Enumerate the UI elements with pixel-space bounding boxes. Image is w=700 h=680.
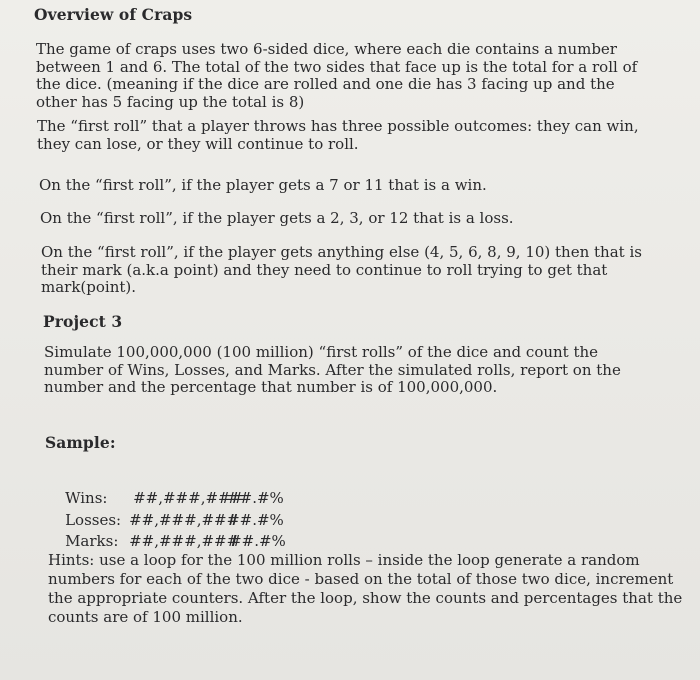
sample-heading: Sample:	[45, 433, 116, 452]
losses-percent: ##.#%	[227, 511, 284, 529]
project-description: Simulate 100,000,000 (100 million) “first rolls” of the dice and count the number of Wins, Losses, and Marks. After the simulated rolls, report on the number and the percentage that number is of 100,000,000.	[44, 343, 621, 396]
wins-percent: ##.#%	[227, 489, 284, 507]
hints-paragraph: Hints: use a loop for the 100 million rolls – inside the loop generate a random numbers for each of the two dice - based on the total of those two dice, increment the appropriate counters. After the loop, show the counts and percentages that the counts are of 100 million.	[48, 551, 683, 626]
mark-rule-paragraph: On the “first roll”, if the player gets anything else (4, 5, 6, 8, 9, 10) then that is their mark (a.k.a point) and they need to continue to roll trying to get that mark(point).	[41, 243, 642, 296]
page-title: Overview of Craps	[34, 5, 193, 24]
intro-paragraph: The game of craps uses two 6-sided dice, where each die contains a number between 1 and 6. The total of the two sides that face up is the total for a roll of the dice. (meaning if the dice are rolled and one die has 3 facing up and the other has 5 facing up the total is 8)	[36, 40, 638, 111]
marks-label: Marks:	[65, 532, 119, 550]
marks-percent: ##.#%	[229, 532, 286, 550]
losses-count: ##,###,###	[129, 511, 240, 529]
win-rule-paragraph: On the “first roll”, if the player gets a 7 or 11 that is a win.	[39, 176, 487, 194]
marks-count: ##,###,###	[129, 532, 240, 550]
first-roll-paragraph: The “first roll” that a player throws has three possible outcomes: they can win, they can lose, or they will continue to roll.	[37, 117, 639, 153]
wins-label: Wins:	[65, 489, 108, 507]
losses-label: Losses:	[65, 511, 122, 529]
loss-rule-paragraph: On the “first roll”, if the player gets a 2, 3, or 12 that is a loss.	[40, 209, 514, 227]
project-heading: Project 3	[43, 312, 123, 331]
wins-count: ##,###,###	[133, 489, 244, 507]
